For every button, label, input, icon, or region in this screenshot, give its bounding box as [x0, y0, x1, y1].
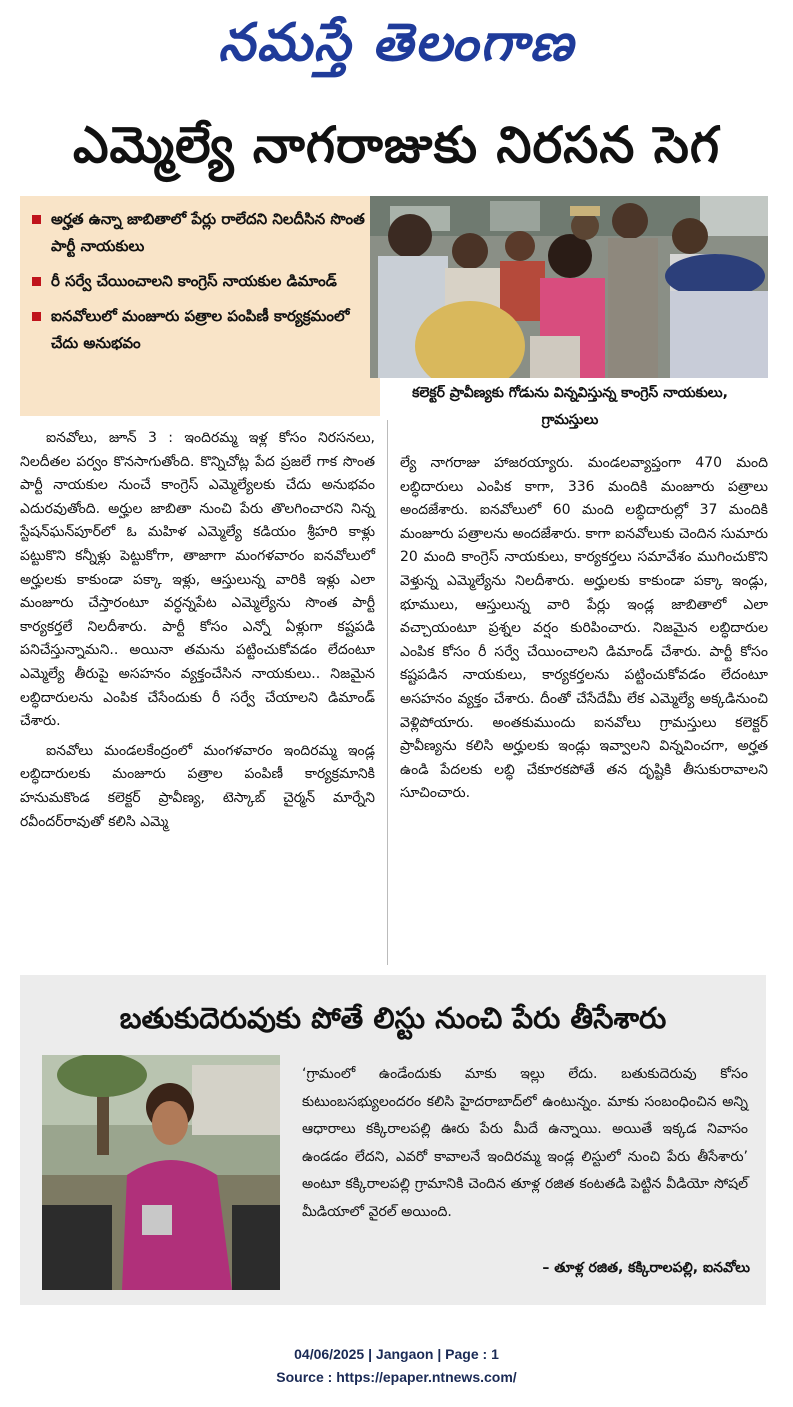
sidebar-story-title: బతుకుదెరువుకు పోతే లిస్టు నుంచి పేరు తీసేశారు: [119, 1001, 667, 1035]
article-column-2: [400, 452, 768, 812]
footer-source-link[interactable]: Source : https://epaper.ntnews.com/: [276, 1369, 517, 1385]
highlight-item: [28, 303, 370, 357]
woman-photo: [42, 1055, 280, 1290]
article-paragraph: ల్యే నాగరాజు హాజరయ్యారు. మండలవ్యాప్తంగా 470 మంది లబ్ధిదారులు ఎంపిక కాగా, 336 మందికి మంజూరు పత్రాలు అందజేశారు. ఐనవోలులో 60 మంది లబ్ధిదారుల్లో 37 మందికి మంజూరు పత్రాలను అందజేశారు. కాగా ఐనవోలుకు చెందిన సుమారు 20 మంది కాంగ్రెస్ నాయకులు, కార్యకర్తలు సమావేశం ముగించుకొని వెళ్తున్న ఎమ్మెల్యేను నిలదీశారు. అర్హులకు కాకుండా పక్కా ఇండ్లు, భూములు, ఆస్తులున్న వారి పేర్లు ఇండ్ల జాబితాలో ఎలా వచ్చాయంటూ ప్రశ్నల వర్షం కురిపించారు. నిజమైన లబ్ధిదారుల ఎంపిక కోసం రీ సర్వే చేయించాలని డిమాండ్ చేశారు. పార్టీ కోసం కష్టపడిన నాయకులు, కార్యకర్తలను పట్టించుకోవడం లేదంటూ అసహనం వ్యక్తం చేశారు. దీంతో చేసేదేమీ లేక ఎమ్మెల్యే అక్కడినుంచి వెళ్లిపోయారు. అంతకుముందు ఐనవోలు గ్రామస్తులు కలెక్టర్ ప్రావీణ్యను కలిసి అర్హులకు ఇండ్లు ఇవ్వాలని విన్నవించగా, అర్హత ఉండి పేదలకు లబ్ధి చేకూరకపోతే తన దృష్టికి తీసుకురావాలని సూచించారు.: [400, 455, 768, 802]
article-paragraph: ఐనవోలు మండలకేంద్రంలో మంగళవారం ఇందిరమ్మ ఇండ్ల లబ్ధిదారులకు మంజూరు పత్రాల పంపిణీ కార్యక్రమానికి హనుమకొండ కలెక్టర్ ప్రావీణ్య, టెస్కాబ్ చైర్మన్ మార్నేని రవీందర్‌రావుతో కలిసి ఎమ్మె: [20, 742, 375, 830]
highlights-box: [20, 196, 380, 416]
highlight-item: [28, 268, 370, 295]
masthead-title: నమస్తే తెలంగాణ: [218, 12, 575, 73]
article-column-1: [20, 427, 375, 840]
column-divider: [387, 420, 388, 965]
highlight-text: ఐనవోలులో మంజూరు పత్రాల పంపిణీ కార్యక్రమంలో చేదు అనుభవం: [51, 307, 350, 352]
highlight-item: [28, 206, 370, 260]
highlight-text: రీ సర్వే చేయించాలని కాంగ్రెస్ నాయకుల డిమాండ్: [51, 272, 337, 290]
footer-date-edition: 04/06/2025 | Jangaon | Page : 1: [294, 1346, 499, 1362]
photo-caption: కలెక్టర్ ప్రావీణ్యకు గోడును విన్నవిస్తున్న కాంగ్రెస్ నాయకులు, గ్రామస్తులు: [412, 385, 728, 428]
bullet-square-icon: [32, 277, 41, 286]
protest-photo: [370, 196, 768, 378]
article-headline: ఎమ్మెల్యే నాగరాజుకు నిరసన సెగ: [72, 116, 721, 174]
newspaper-masthead: [0, 8, 793, 78]
article-paragraph: ఐనవోలు, జూన్ 3 : ఇందిరమ్మ ఇళ్ల కోసం నిరసనలు, నిలదీతల పర్వం కొనసాగుతోంది. కొన్నిచోట్ల పేద ప్రజలే గాక సొంత పార్టీ నాయకుల నుంచే కాంగ్రెస్ ఎమ్మెల్యేలకు చేదు అనుభవం ఎదురవుతోంది. అర్హుల జాబితా నుంచి పేరు తొలగించారని నిన్న స్టేషన్‌ఘన్‌పూర్‌లో ఓ మహిళ ఎమ్మెల్యే కడియం శ్రీహరి కాళ్లు పట్టుకొని కన్నీళ్లు పెట్టుకోగా, తాజాగా మంగళవారం ఐనవోలులో అర్హులకు కాకుండా పక్కా ఇళ్లు, ఆస్తులున్న వారికి ఇళ్లు ఎలా మంజూరు చేస్తారంటూ వర్ధన్నపేట ఎమ్మెల్యేను సొంత పార్టీ కార్యకర్తలే నిలదీశారు. పార్టీ కోసం ఎన్నో ఏళ్లుగా కష్టపడి పనిచేస్తున్నామని.. అయినా తమను పట్టించుకోవడం లేదంటూ ఎమ్మెల్యే తీరుపై అసహనం వ్యక్తంచేసిన నాయకులు.. నిజమైన లబ్ధిదారులను ఎంపిక చేసేందుకు రీ సర్వే చేయాలని డిమాండ్ చేశారు.: [20, 430, 375, 730]
highlight-text: అర్హత ఉన్నా జాబితాలో పేర్లు రాలేదని నిలదీసిన సొంత పార్టీ నాయకులు: [51, 210, 365, 255]
bullet-square-icon: [32, 312, 41, 321]
quote-text: ‘గ్రామంలో ఉండేందుకు మాకు ఇల్లు లేదు. బతుకుదెరువు కోసం కుటుంబసభ్యులందరం కలిసి హైదరాబాద్‌లో ఉంటున్నం. మాకు సంబంధించిన అన్ని ఆధారాలు కక్కిరాలపల్లి ఊరు పేరు మీదే ఉన్నాయి. అయితే ఇక్కడ నివాసం ఉండడం లేదని, ఎవరో కావాలనే ఇందిరమ్మ ఇండ్ల లిస్టులో నుంచి పేరు తీసేశారు’ అంటూ కక్కిరాలపల్లి గ్రామానికి చెందిన తూళ్ల రజిత కంటతడి పెట్టిన వీడియో సోషల్ మీడియాలో వైరల్ అయింది.: [302, 1066, 748, 1220]
sidebar-story-box: [20, 975, 766, 1305]
bullet-square-icon: [32, 215, 41, 224]
quote-author: – తూళ్ల రజిత, కక్కిరాలపల్లి, ఐనవోలు: [542, 1260, 750, 1276]
